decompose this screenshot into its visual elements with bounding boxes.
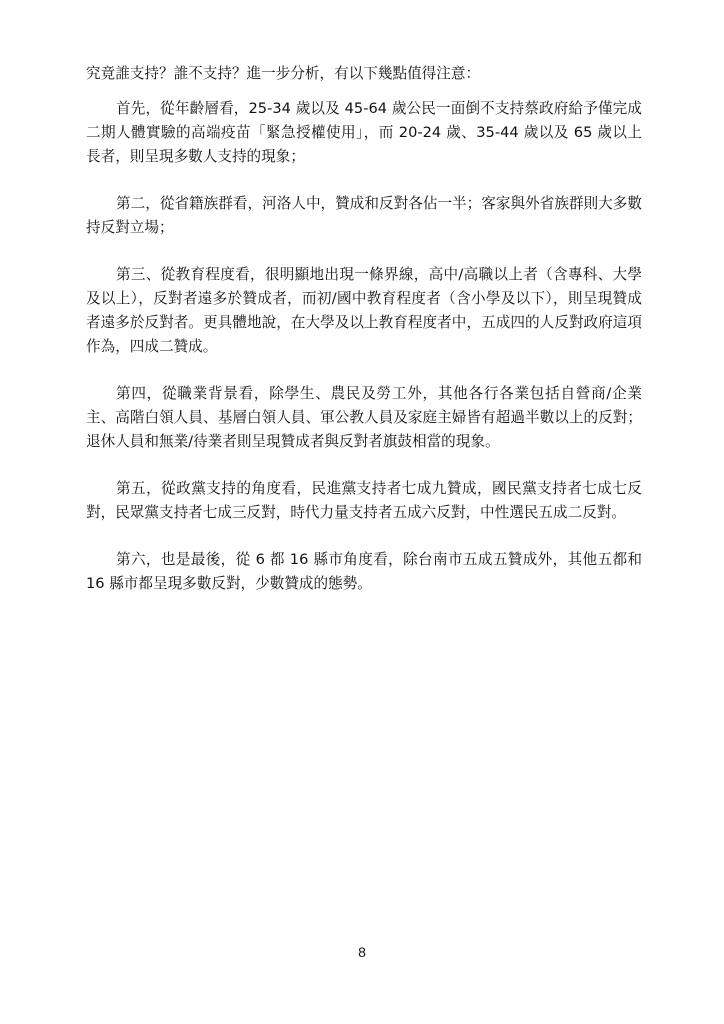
paragraph-education: 第三、從教育程度看，很明顯地出現一條界線，高中/高職以上者（含專科、大學及以上），反對者遠多於贊成者，而初/國中教育程度者（含小學及以下），則呈現贊成者遠多於反對者。更具體地說，在大學及以上教育程度者中，五成四的人反對政府這項作為，四成二贊成。 — [86, 266, 642, 355]
paragraph-occupation: 第四，從職業背景看，除學生、農民及勞工外，其他各行各業包括自營商/企業主、高階白領人員、基層白領人員、軍公教人員及家庭主婦皆有超過半數以上的反對；退休人員和無業/待業者則呈現贊成者與反對者旗鼓相當的現象。 — [86, 385, 642, 450]
document-body — [86, 62, 642, 596]
paragraph-age: 首先，從年齡層看，25-34 歲以及 45-64 歲公民一面倒不支持蔡政府給予僅完成二期人體實驗的高端疫苗「緊急授權使用」，而 20-24 歲、35-44 歲以及 65 歲以上長者，則呈現多數人支持的現象； — [86, 100, 642, 165]
page-number: 8 — [358, 944, 366, 960]
paragraph-region: 第六，也是最後，從 6 都 16 縣市角度看，除台南市五成五贊成外，其他五都和 16 縣市都呈現多數反對，少數贊成的態勢。 — [86, 551, 642, 592]
paragraph-ethnicity: 第二，從省籍族群看，河洛人中，贊成和反對各佔一半；客家與外省族群則大多數持反對立場； — [86, 195, 642, 236]
paragraph-party: 第五，從政黨支持的角度看，民進黨支持者七成九贊成，國民黨支持者七成七反對，民眾黨支持者七成三反對，時代力量支持者五成六反對，中性選民五成二反對。 — [86, 480, 642, 521]
intro-paragraph: 究竟誰支持？誰不支持？進一步分析，有以下幾點值得注意： — [86, 65, 481, 82]
